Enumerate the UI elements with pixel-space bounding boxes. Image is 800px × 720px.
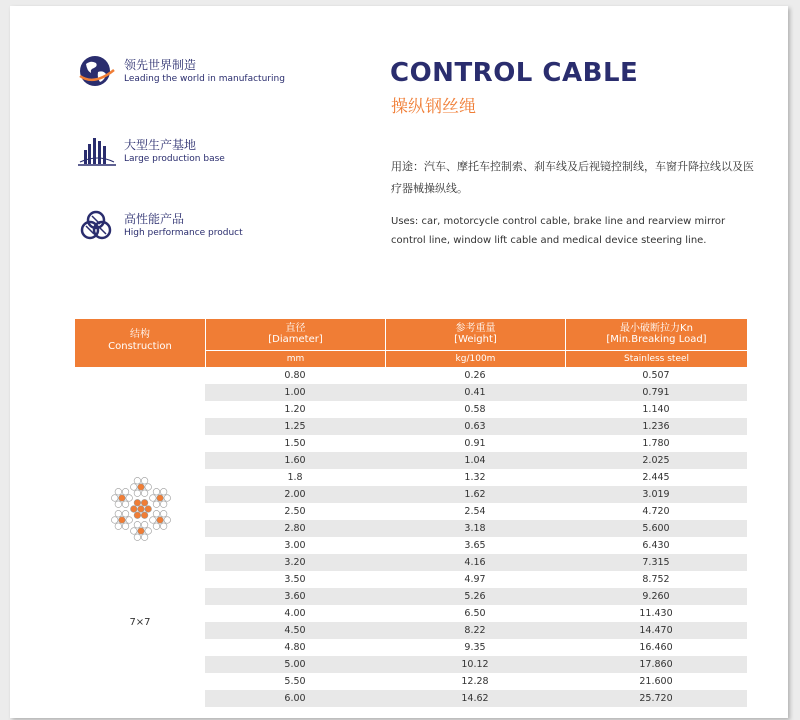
diameter-cell: 3.20 (284, 557, 306, 568)
load-cell: 16.460 (639, 642, 673, 653)
weight-cell: 8.22 (464, 625, 486, 636)
diameter-cell: 6.00 (284, 693, 306, 704)
table-body (75, 367, 747, 707)
diameter-cell: 1.8 (287, 472, 303, 483)
table-row (205, 605, 747, 622)
diameter-cell: 3.60 (284, 591, 306, 602)
wire-circle (145, 528, 152, 535)
diameter-cell: 5.50 (284, 676, 306, 687)
wire-circle (115, 501, 122, 508)
wire-circle (141, 534, 148, 541)
usage-description-zh: 用途：汽车、摩托车控制索、刹车线及后视镜控制线，车窗升降拉线以及医疗器械操纵线。 (391, 160, 754, 195)
usage-description-en: Uses: car, motorcycle control cable, brake line and rearview mirror control line, window lift cable and medical device steering line. (391, 216, 726, 246)
product-title-en: CONTROL CABLE (390, 58, 639, 88)
wire-circle (119, 517, 126, 524)
header-zh: 直径 (285, 323, 306, 334)
wire-circle (111, 495, 118, 502)
wire-circle (122, 488, 129, 495)
weight-cell: 10.12 (461, 659, 489, 670)
wire-circle (122, 510, 129, 517)
weight-cell: 12.28 (461, 676, 489, 687)
feature-production-base (76, 132, 225, 170)
header-zh: 最小破断拉力Kn (620, 323, 693, 334)
weight-cell: 0.41 (464, 387, 486, 398)
diameter-cell: 0.80 (284, 370, 306, 381)
table-row (205, 690, 747, 707)
table-row (205, 639, 747, 656)
load-cell: 0.791 (642, 387, 670, 398)
load-cell: 8.752 (642, 574, 670, 585)
wire-circle (138, 484, 145, 491)
weight-cell: 4.97 (464, 574, 486, 585)
cable-icon (76, 206, 118, 244)
diameter-cell: 2.50 (284, 506, 306, 517)
load-cell: 1.780 (642, 438, 670, 449)
wire-circle (141, 521, 148, 528)
diameter-cell: 4.50 (284, 625, 306, 636)
construction-label: 7×7 (129, 617, 151, 628)
wire-circle (122, 523, 129, 530)
wire-circle (115, 510, 122, 517)
load-cell: 9.260 (642, 591, 670, 602)
feature-subtitle: High performance product (124, 227, 243, 238)
weight-cell: 1.62 (464, 489, 486, 500)
factory-icon (76, 132, 118, 170)
table-row (205, 401, 747, 418)
header-unit: kg/100m (386, 350, 565, 367)
feature-subtitle: Leading the world in manufacturing (124, 73, 285, 84)
header-unit: mm (206, 350, 385, 367)
weight-cell: 9.35 (464, 642, 486, 653)
wire-circle (153, 501, 160, 508)
load-cell: 4.720 (642, 506, 670, 517)
wire-circle (126, 495, 133, 502)
table-row (205, 656, 747, 673)
diameter-cell: 5.00 (284, 659, 306, 670)
feature-title: 高性能产品 (124, 211, 185, 226)
wire-circle (160, 510, 167, 517)
wire-circle (138, 506, 145, 513)
weight-cell: 6.50 (464, 608, 486, 619)
load-cell: 25.720 (639, 693, 673, 704)
load-cell: 17.860 (639, 659, 673, 670)
spec-table (75, 319, 747, 707)
wire-circle (160, 523, 167, 530)
weight-cell: 3.18 (464, 523, 486, 534)
header-en: Construction (108, 341, 172, 352)
header-breaking-load (565, 319, 747, 367)
header-unit: Stainless steel (566, 350, 747, 367)
wire-circle (153, 510, 160, 517)
feature-title: 领先世界制造 (124, 57, 197, 72)
wire-circle (153, 488, 160, 495)
table-row (205, 486, 747, 503)
header-en: [Diameter] (268, 334, 323, 345)
wire-circle (141, 512, 148, 519)
wire-circle (134, 512, 141, 519)
wire-circle (138, 528, 145, 535)
table-row (205, 520, 747, 537)
table-row (205, 469, 747, 486)
weight-cell: 0.58 (464, 404, 486, 415)
header-diameter (205, 319, 385, 367)
table-row (205, 537, 747, 554)
table-row (205, 673, 747, 690)
wire-circle (153, 523, 160, 530)
wire-circle (157, 495, 164, 502)
product-title-zh: 操纵钢丝绳 (391, 97, 476, 117)
table-row (205, 622, 747, 639)
table-header (75, 319, 747, 367)
diameter-cell: 3.50 (284, 574, 306, 585)
weight-cell: 14.62 (461, 693, 489, 704)
wire-circle (150, 517, 157, 524)
wire-circle (160, 488, 167, 495)
wire-circle (150, 495, 157, 502)
weight-cell: 1.04 (464, 455, 486, 466)
header-en: [Weight] (454, 334, 497, 345)
wire-circle (145, 484, 152, 491)
construction-cell (75, 367, 205, 707)
header-en: [Min.Breaking Load] (606, 334, 707, 345)
diameter-cell: 1.50 (284, 438, 306, 449)
diameter-cell: 4.00 (284, 608, 306, 619)
weight-cell: 0.63 (464, 421, 486, 432)
table-row (205, 452, 747, 469)
wire-circle (119, 495, 126, 502)
wire-circle (145, 506, 152, 513)
diameter-cell: 4.80 (284, 642, 306, 653)
table-row (205, 588, 747, 605)
weight-cell: 0.91 (464, 438, 486, 449)
load-cell: 2.445 (642, 472, 670, 483)
strand-cross-section-icon (105, 473, 177, 545)
load-cell: 7.315 (642, 557, 670, 568)
diameter-cell: 1.20 (284, 404, 306, 415)
load-cell: 21.600 (639, 676, 673, 687)
wire-circle (111, 517, 118, 524)
table-row (205, 367, 747, 384)
weight-cell: 3.65 (464, 540, 486, 551)
wire-circle (134, 534, 141, 541)
load-cell: 6.430 (642, 540, 670, 551)
diameter-cell: 1.60 (284, 455, 306, 466)
wire-circle (122, 501, 129, 508)
wire-circle (141, 477, 148, 484)
header-zh: 参考重量 (455, 323, 496, 334)
header-weight (385, 319, 565, 367)
load-cell: 0.507 (642, 370, 670, 381)
weight-cell: 2.54 (464, 506, 486, 517)
feature-manufacturing (76, 52, 285, 90)
wire-circle (131, 484, 138, 491)
wire-circle (115, 523, 122, 530)
wire-circle (134, 499, 141, 506)
wire-circle (164, 495, 171, 502)
weight-cell: 1.32 (464, 472, 486, 483)
load-cell: 3.019 (642, 489, 670, 500)
diameter-cell: 3.00 (284, 540, 306, 551)
globe-icon (76, 52, 118, 90)
feature-subtitle: Large production base (124, 153, 225, 164)
diameter-cell: 1.25 (284, 421, 306, 432)
wire-circle (134, 490, 141, 497)
load-cell: 14.470 (639, 625, 673, 636)
wire-circle (134, 477, 141, 484)
wire-circle (115, 488, 122, 495)
load-cell: 5.600 (642, 523, 670, 534)
header-zh: 结构 (130, 329, 150, 340)
wire-circle (126, 517, 133, 524)
load-cell: 11.430 (639, 608, 673, 619)
catalog-page (10, 6, 788, 718)
table-row (205, 418, 747, 435)
table-row (205, 554, 747, 571)
wire-circle (160, 501, 167, 508)
header-construction (75, 319, 205, 367)
diameter-cell: 2.80 (284, 523, 306, 534)
wire-circle (131, 528, 138, 535)
load-cell: 1.236 (642, 421, 670, 432)
diameter-cell: 1.00 (284, 387, 306, 398)
wire-circle (164, 517, 171, 524)
wire-circle (157, 517, 164, 524)
feature-performance (76, 206, 243, 244)
table-row (205, 571, 747, 588)
table-row (205, 384, 747, 401)
load-cell: 1.140 (642, 404, 670, 415)
table-row (205, 503, 747, 520)
diameter-cell: 2.00 (284, 489, 306, 500)
table-row (205, 435, 747, 452)
weight-cell: 4.16 (464, 557, 486, 568)
weight-cell: 0.26 (464, 370, 486, 381)
wire-circle (134, 521, 141, 528)
feature-title: 大型生产基地 (124, 137, 197, 152)
load-cell: 2.025 (642, 455, 670, 466)
wire-circle (131, 506, 138, 513)
wire-circle (141, 490, 148, 497)
wire-circle (141, 499, 148, 506)
weight-cell: 5.26 (464, 591, 486, 602)
